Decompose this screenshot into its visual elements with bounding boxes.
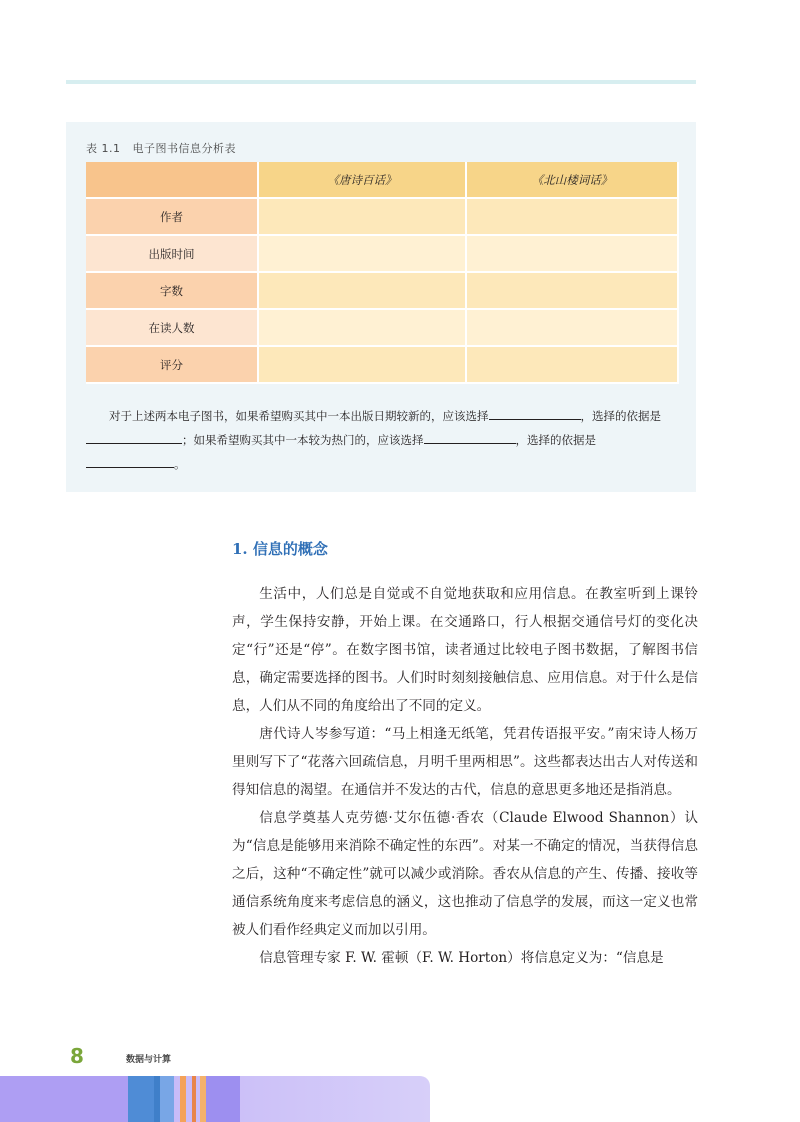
- table-cell: [466, 309, 678, 346]
- table-cell: [466, 235, 678, 272]
- footer-stripe: [160, 1076, 174, 1122]
- row-label-rating: 评分: [86, 346, 258, 383]
- paragraph: 信息学奠基人克劳德·艾尔伍德·香农（Claude Elwood Shannon）认为“信息是能够用来消除不确定性的东西”。对某一不确定的情况，当获得信息之后，这种“不确定性”就可以减少或消除。香农从信息的产生、传播、接收等通信系统角度来考虑信息的涵义，这也推动了信息学的发展，而这一定义也常被人们看作经典定义而加以引用。: [232, 810, 698, 938]
- table-header-book-2: 《北山楼词话》: [466, 162, 678, 198]
- answer-blank: [86, 429, 182, 444]
- table-row: [86, 235, 678, 272]
- body-text: [232, 580, 698, 972]
- answer-blank: [424, 429, 516, 444]
- activity-question: [86, 404, 682, 476]
- paragraph: 信息管理专家 F. W. 霍顿（F. W. Horton）将信息定义为：“信息是: [259, 950, 664, 966]
- footer-decoration: [0, 1076, 128, 1122]
- table-header-row: [86, 162, 678, 198]
- footer-stripe: [180, 1076, 186, 1122]
- question-text-4: ，选择的依据是: [515, 433, 596, 447]
- answer-blank: [86, 453, 174, 468]
- running-title: 数据与计算: [126, 1055, 172, 1065]
- table-caption-title: 电子图书信息分析表: [132, 142, 236, 155]
- table-cell: [258, 272, 466, 309]
- question-text-3: ；如果希望购买其中一本较为热门的，应该选择: [182, 433, 424, 447]
- question-text-1: 对于上述两本电子图书，如果希望购买其中一本出版日期较新的，应该选择: [109, 409, 489, 423]
- row-label-publish-date: 出版时间: [86, 235, 258, 272]
- answer-blank: [489, 405, 581, 420]
- table-cell: [466, 272, 678, 309]
- table-cell: [258, 198, 466, 235]
- question-text-2: ，选择的依据是: [580, 409, 661, 423]
- table-corner-cell: [86, 162, 258, 198]
- table-cell: [466, 346, 678, 383]
- row-label-author: 作者: [86, 198, 258, 235]
- header-rule: [66, 80, 696, 84]
- paragraph: 生活中，人们总是自觉或不自觉地获取和应用信息。在教室听到上课铃声，学生保持安静，开始上课。在交通路口，行人根据交通信号灯的变化决定“行”还是“停”。在数字图书馆，读者通过比较电子图书数据，了解图书信息，确定需要选择的图书。人们时时刻刻接触信息、应用信息。对于什么是信息，人们从不同的角度给出了不同的定义。: [232, 586, 698, 714]
- row-label-word-count: 字数: [86, 272, 258, 309]
- table-cell: [258, 309, 466, 346]
- page-number: 8: [70, 1044, 84, 1068]
- paragraph: 唐代诗人岑参写道：“马上相逢无纸笔，凭君传语报平安。”南宋诗人杨万里则写下了“花落六回疏信息，月明千里两相思”。这些都表达出古人对传送和得知信息的渴望。在通信并不发达的古代，信息的意思更多地还是指消息。: [232, 726, 698, 798]
- table-header-book-1: 《唐诗百话》: [258, 162, 466, 198]
- table-row: [86, 346, 678, 383]
- table-caption: [86, 140, 236, 156]
- section-title: 1. 信息的概念: [232, 540, 328, 558]
- row-label-readers: 在读人数: [86, 309, 258, 346]
- table-cell: [258, 235, 466, 272]
- footer-stripe: [128, 1076, 154, 1122]
- table-caption-number: 表 1.1: [86, 142, 121, 155]
- footer-stripe: [192, 1076, 196, 1122]
- table-cell: [466, 198, 678, 235]
- question-end: 。: [174, 457, 186, 471]
- table-row: [86, 198, 678, 235]
- table-row: [86, 272, 678, 309]
- ebook-analysis-table: [86, 162, 679, 384]
- table-row: [86, 309, 678, 346]
- table-cell: [258, 346, 466, 383]
- footer-stripe: [206, 1076, 240, 1122]
